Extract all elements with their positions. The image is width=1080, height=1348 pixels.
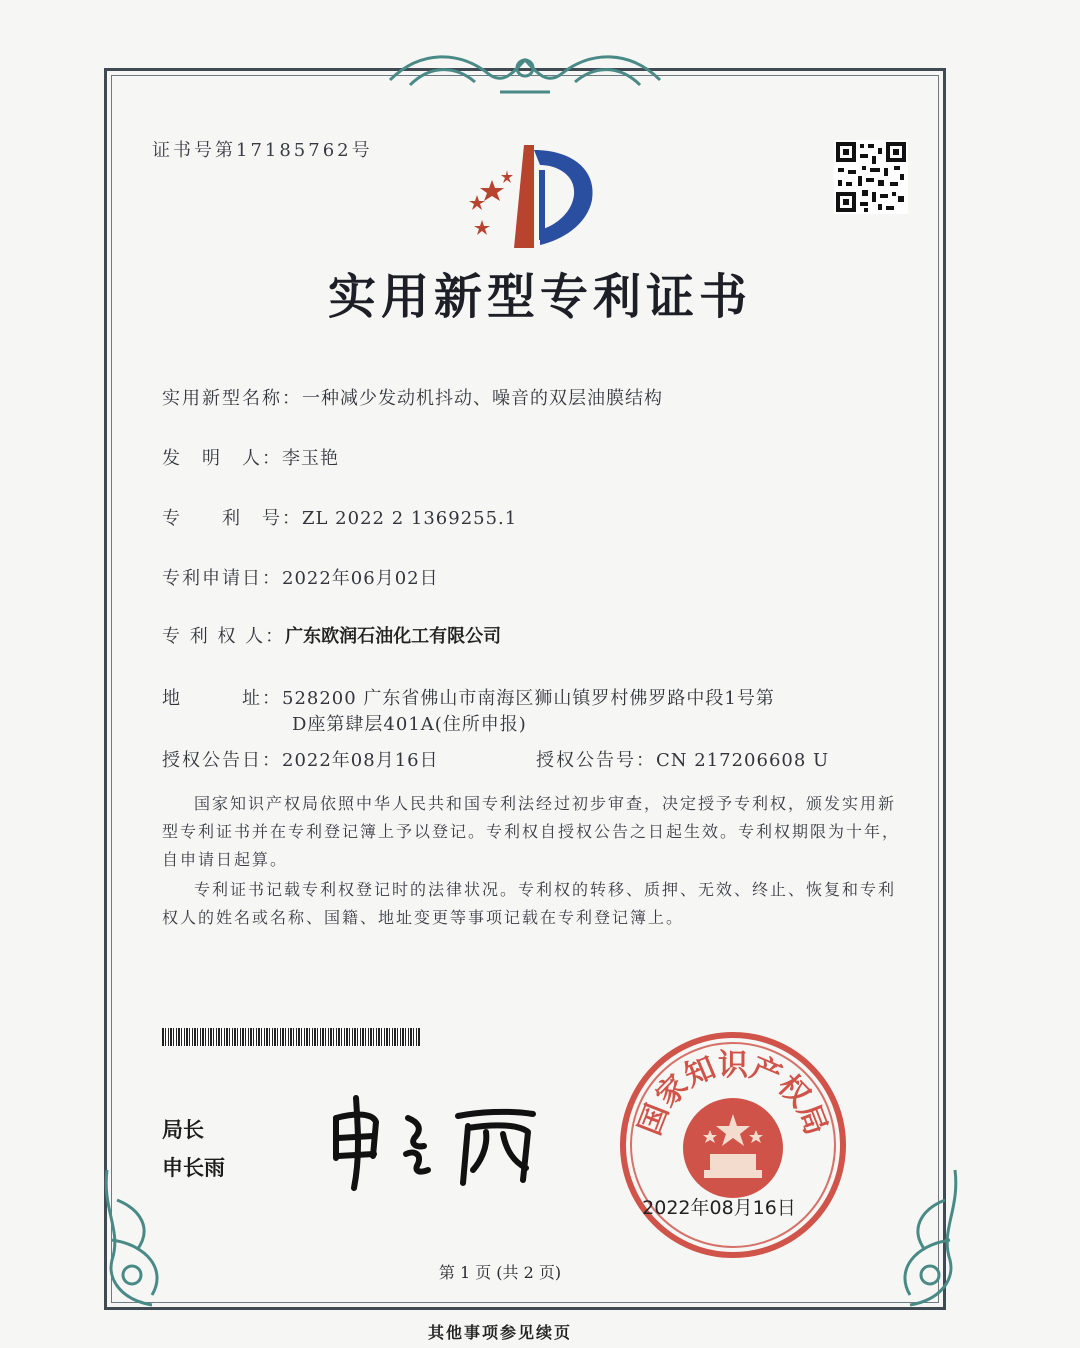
bottom-left-ornament-icon — [92, 1160, 202, 1310]
patentee-row — [162, 622, 501, 648]
grant-date-label: 授权公告日： — [162, 750, 282, 771]
patent-number-label: 专 利 号： — [162, 508, 302, 529]
signature-icon — [318, 1088, 548, 1198]
utility-model-name-value: 一种减少发动机抖动、噪音的双层油膜结构 — [302, 388, 663, 409]
grant-date-value: 2022年08月16日 — [282, 750, 439, 771]
footer-note: 其他事项参见续页 — [427, 1323, 572, 1342]
barcode-icon — [162, 1028, 420, 1046]
grant-date-row — [162, 746, 439, 772]
certificate-number: 证书号第17185762号 — [152, 140, 373, 161]
official-seal-icon — [618, 1030, 848, 1260]
grant-number-label: 授权公告号： — [536, 750, 656, 771]
patent-number-value: ZL 2022 2 1369255.1 — [302, 508, 518, 529]
certificate-title: 实用新型专利证书 — [327, 269, 752, 325]
address-line1: 528200 广东省佛山市南海区狮山镇罗村佛罗路中段1号第 — [282, 688, 775, 709]
patentee-label: 专 利 权 人： — [162, 626, 286, 647]
utility-model-name-row — [162, 384, 663, 410]
address-label: 地 址： — [162, 688, 282, 709]
legal-paragraph-1: 国家知识产权局依照中华人民共和国专利法经过初步审查，决定授予专利权，颁发实用新型专利证书并在专利登记簿上予以登记。专利权自授权公告之日起生效。专利权期限为十年，自申请日起算。 — [162, 794, 901, 869]
grant-number-row — [536, 746, 829, 772]
director-title: 局长 — [162, 1118, 204, 1142]
utility-model-name-label: 实用新型名称： — [162, 388, 302, 409]
address-line2: D座第肆层401A(住所申报) — [292, 714, 527, 735]
director-name: 申长雨 — [162, 1156, 225, 1180]
top-ornament-icon — [380, 40, 670, 100]
filing-date-row — [162, 564, 439, 590]
filing-date-label: 专利申请日： — [162, 568, 282, 589]
bottom-right-ornament-icon — [860, 1160, 970, 1310]
cnipa-logo-icon — [452, 140, 602, 250]
page-number: 第 1 页 (共 2 页) — [438, 1263, 562, 1282]
svg-text:国家知识产权局: 国家知识产权局 — [632, 1048, 834, 1140]
inventor-row — [162, 444, 339, 470]
grant-number-value: CN 217206608 U — [656, 750, 830, 771]
inventor-value: 李玉艳 — [282, 448, 339, 469]
legal-paragraph-2: 专利证书记载专利权登记时的法律状况。专利权的转移、质押、无效、终止、恢复和专利权人的姓名或名称、国籍、地址变更等事项记载在专利登记簿上。 — [162, 880, 897, 927]
inventor-label: 发 明 人： — [162, 448, 282, 469]
filing-date-value: 2022年06月02日 — [282, 568, 439, 589]
qr-code-icon — [834, 140, 908, 214]
address-row — [162, 684, 775, 710]
patent-number-row — [162, 504, 517, 530]
patentee-value: 广东欧润石油化工有限公司 — [285, 626, 502, 647]
address-row-2 — [292, 710, 527, 736]
seal-date: 2022年08月16日 — [642, 1197, 796, 1219]
